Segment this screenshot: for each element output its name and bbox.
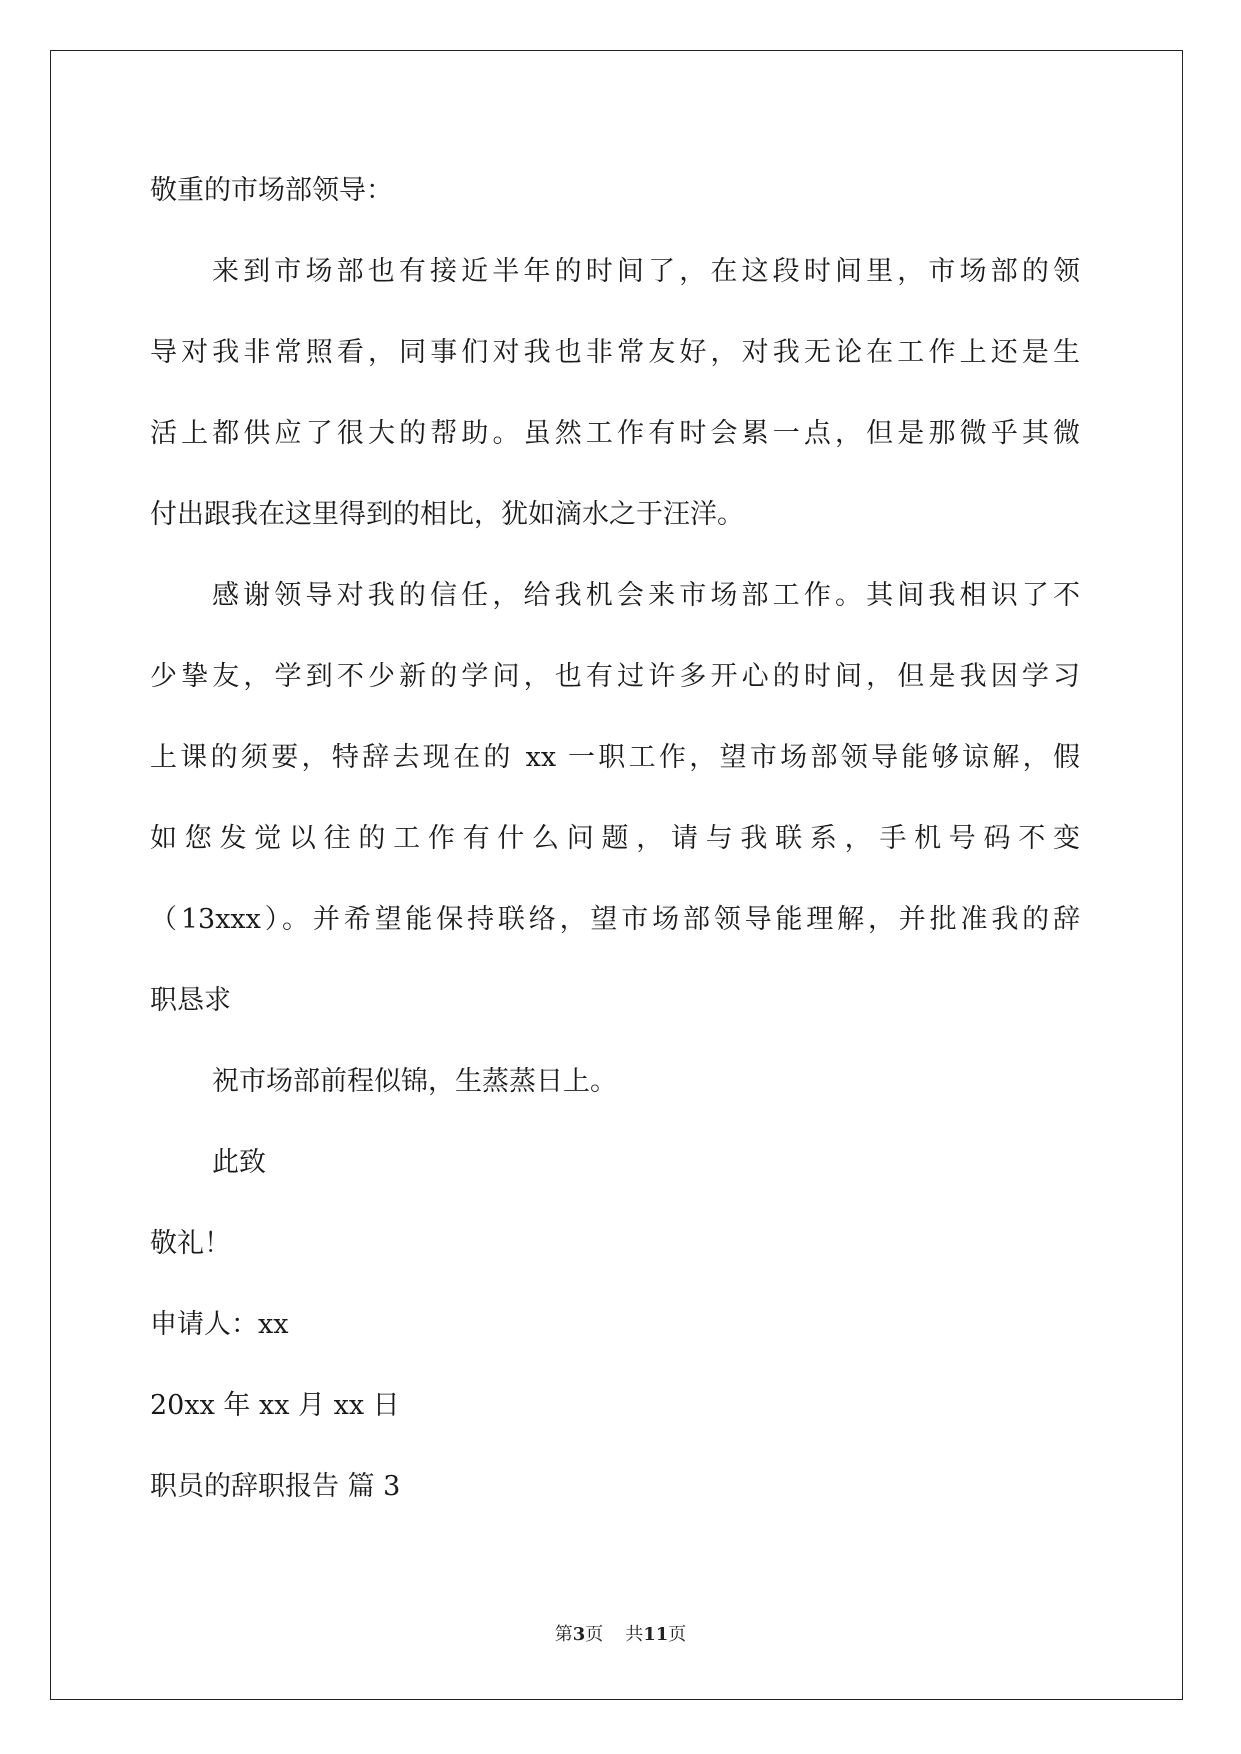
footer-page-suffix: 页 [585,1624,604,1645]
paragraph-1-line-2: 导对我非常照看，同事们对我也非常友好，对我无论在工作上还是生 [150,337,1080,368]
closing-jing-li: 敬礼！ [150,1228,231,1259]
paragraph-1 [150,231,1080,555]
date: 20xx 年 xx 月 xx 日 [150,1390,400,1421]
paragraph-1-line-1: 来到市场部也有接近半年的时间了，在这段时间里，市场部的领 [212,256,1080,287]
paragraph-2-line-3: 上课的须要，特辞去现在的 xx 一职工作，望市场部领导能够谅解，假 [150,742,1080,773]
paragraph-1-line-3: 活上都供应了很大的帮助。虽然工作有时会累一点，但是那微乎其微 [150,418,1080,449]
next-section-title: 职员的辞职报告 篇 3 [150,1471,401,1502]
document-body [150,150,1080,1527]
applicant: 申请人：xx [150,1309,289,1340]
paragraph-2-line-1: 感谢领导对我的信任，给我机会来市场部工作。其间我相识了不 [212,580,1080,611]
paragraph-2 [150,555,1080,1041]
paragraph-1-line-4: 付出跟我在这里得到的相比，犹如滴水之于汪洋。 [150,499,744,530]
footer-page-current: 3 [572,1624,586,1645]
salutation: 敬重的市场部领导： [150,175,393,206]
page-footer [0,1620,1241,1646]
paragraph-2-line-2: 少挚友，学到不少新的学问，也有过许多开心的时间，但是我因学习 [150,661,1080,692]
closing-ci-zhi: 此致 [212,1147,266,1178]
footer-page-total: 11 [643,1624,669,1645]
footer-total-prefix: 共 [625,1624,644,1645]
paragraph-2-line-6: 职恳求 [150,985,231,1016]
wish-line: 祝市场部前程似锦，生蒸蒸日上。 [212,1066,617,1097]
footer-page-prefix: 第 [554,1624,573,1645]
paragraph-2-line-4: 如您发觉以往的工作有什么问题，请与我联系，手机号码不变 [150,823,1080,854]
paragraph-2-line-5: （13xxx）。并希望能保持联络，望市场部领导能理解，并批准我的辞 [150,904,1080,935]
footer-total-suffix: 页 [668,1624,687,1645]
